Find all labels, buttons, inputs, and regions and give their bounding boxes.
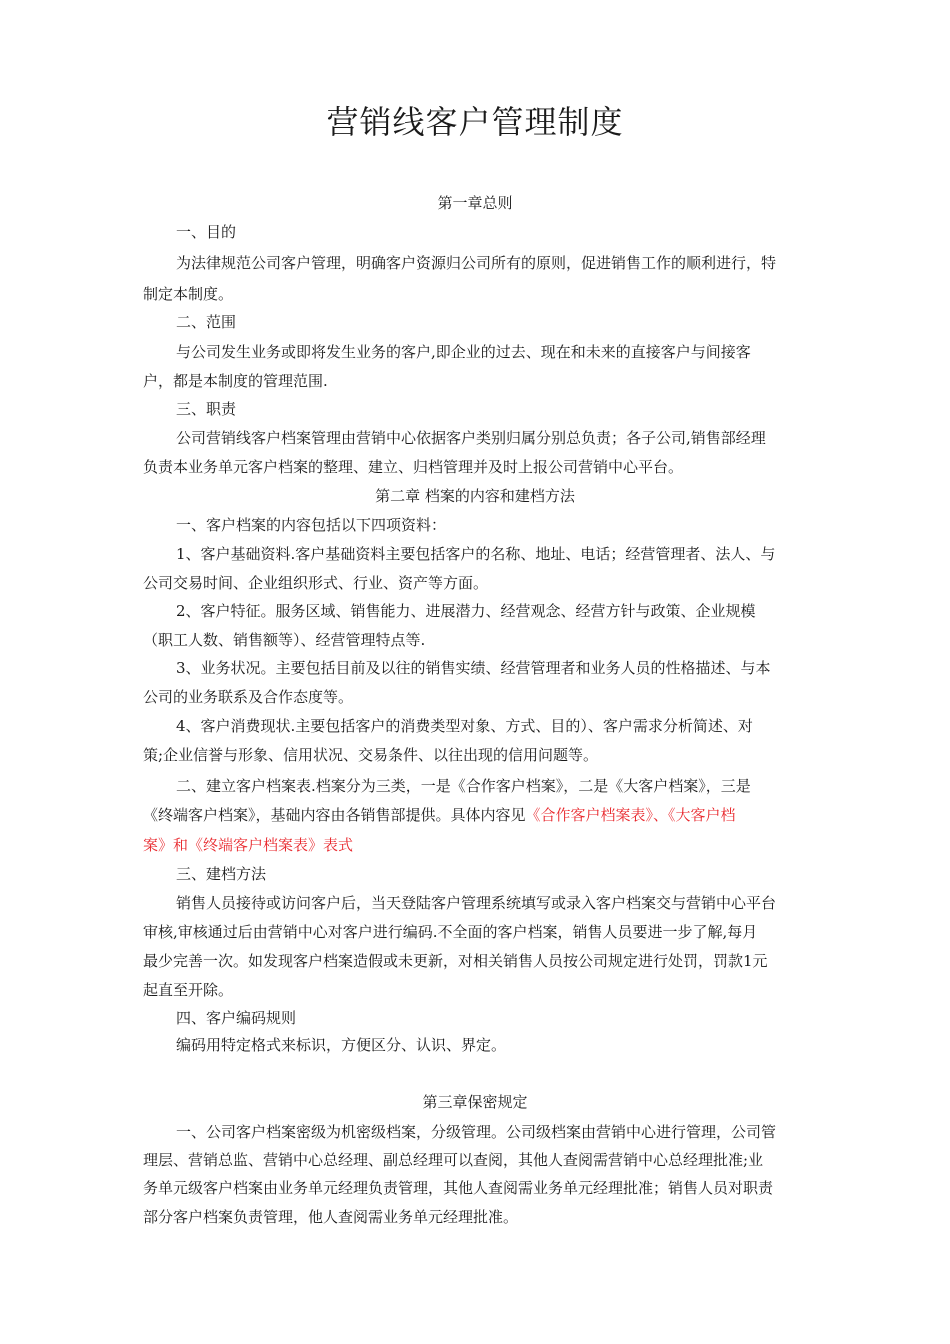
paragraph-line: 审核,审核通过后由营销中心对客户进行编码.不全面的客户档案，销售人员要进一步了解,每月 (143, 923, 758, 941)
section-title: 三、建档方法 (176, 865, 267, 883)
chapter-3-heading: 第三章保密规定 (422, 1093, 528, 1111)
section-title: 二、范围 (176, 313, 237, 331)
list-item-line: 策;企业信誉与形象、信用状况、交易条件、以往出现的信用问题等。 (143, 746, 599, 764)
paragraph-text: 《终端客户档案》，基础内容由各销售部提供。具体内容见 (143, 806, 526, 824)
section-title: 一、客户档案的内容包括以下四项资料： (176, 516, 447, 534)
document-title: 营销线客户管理制度 (326, 103, 624, 141)
list-item-line: （职工人数、销售额等）、经营管理特点等. (143, 631, 426, 649)
paragraph-line: 起直至开除。 (143, 981, 234, 999)
paragraph-line: 为法律规范公司客户管理，明确客户资源归公司所有的原则，促进销售工作的顺利进行，特 (176, 254, 777, 272)
paragraph-line: 编码用特定格式来标识，方便区分、认识、界定。 (176, 1036, 507, 1054)
paragraph-line: 制定本制度。 (143, 285, 234, 303)
chapter-2-heading: 第二章 档案的内容和建档方法 (375, 487, 575, 505)
paragraph-line: 理层、营销总监、营销中心总经理、副总经理可以查阅，其他人查阅需营销中心总经理批准;业 (143, 1151, 764, 1169)
paragraph-line: 户，都是本制度的管理范围. (143, 372, 328, 390)
list-item-line: 公司交易时间、企业组织形式、行业、资产等方面。 (143, 574, 489, 592)
paragraph-line: 与公司发生业务或即将发生业务的客户,即企业的过去、现在和未来的直接客户与间接客 (176, 343, 751, 361)
paragraph-line: 务单元级客户档案由业务单元经理负责管理，其他人查阅需业务单元经理批准；销售人员对职责 (143, 1179, 774, 1197)
highlighted-reference: 案》和《终端客户档案表》表式 (143, 836, 354, 854)
paragraph-line: 公司营销线客户档案管理由营销中心依据客户类别归属分别总负责；各子公司,销售部经理 (176, 429, 766, 447)
list-item-line: 2、客户特征。服务区域、销售能力、进展潜力、经营观念、经营方针与政策、企业规模 (176, 602, 756, 620)
paragraph-line: 负责本业务单元客户档案的整理、建立、归档管理并及时上报公司营销中心平台。 (143, 458, 684, 476)
section-title: 四、客户编码规则 (176, 1009, 297, 1027)
paragraph-line: 二、建立客户档案表.档案分为三类，一是《合作客户档案》，二是《大客户档案》，三是 (176, 777, 751, 795)
highlighted-reference: 《合作客户档案表》、《大客户档 (525, 806, 736, 824)
section-title: 一、目的 (176, 223, 237, 241)
list-item-line: 4、客户消费现状.主要包括客户的消费类型对象、方式、目的）、客户需求分析简述、对 (176, 717, 753, 735)
list-item-line: 3、业务状况。主要包括目前及以往的销售实绩、经营管理者和业务人员的性格描述、与本 (176, 659, 771, 677)
paragraph-line: 最少完善一次。如发现客户档案造假或未更新，对相关销售人员按公司规定进行处罚，罚款1元 (143, 952, 768, 970)
list-item-line: 公司的业务联系及合作态度等。 (143, 688, 354, 706)
paragraph-line (143, 805, 736, 825)
section-title: 三、职责 (176, 400, 237, 418)
paragraph-line: 销售人员接待或访问客户后，当天登陆客户管理系统填写或录入客户档案交与营销中心平台 (176, 894, 777, 912)
chapter-1-heading: 第一章总则 (437, 194, 513, 212)
paragraph-line: 一、公司客户档案密级为机密级档案，分级管理。公司级档案由营销中心进行管理，公司管 (176, 1123, 777, 1141)
paragraph-line: 部分客户档案负责管理，他人查阅需业务单元经理批准。 (143, 1208, 519, 1226)
list-item-line: 1、客户基础资料.客户基础资料主要包括客户的名称、地址、电话；经营管理者、法人、与 (176, 545, 776, 563)
